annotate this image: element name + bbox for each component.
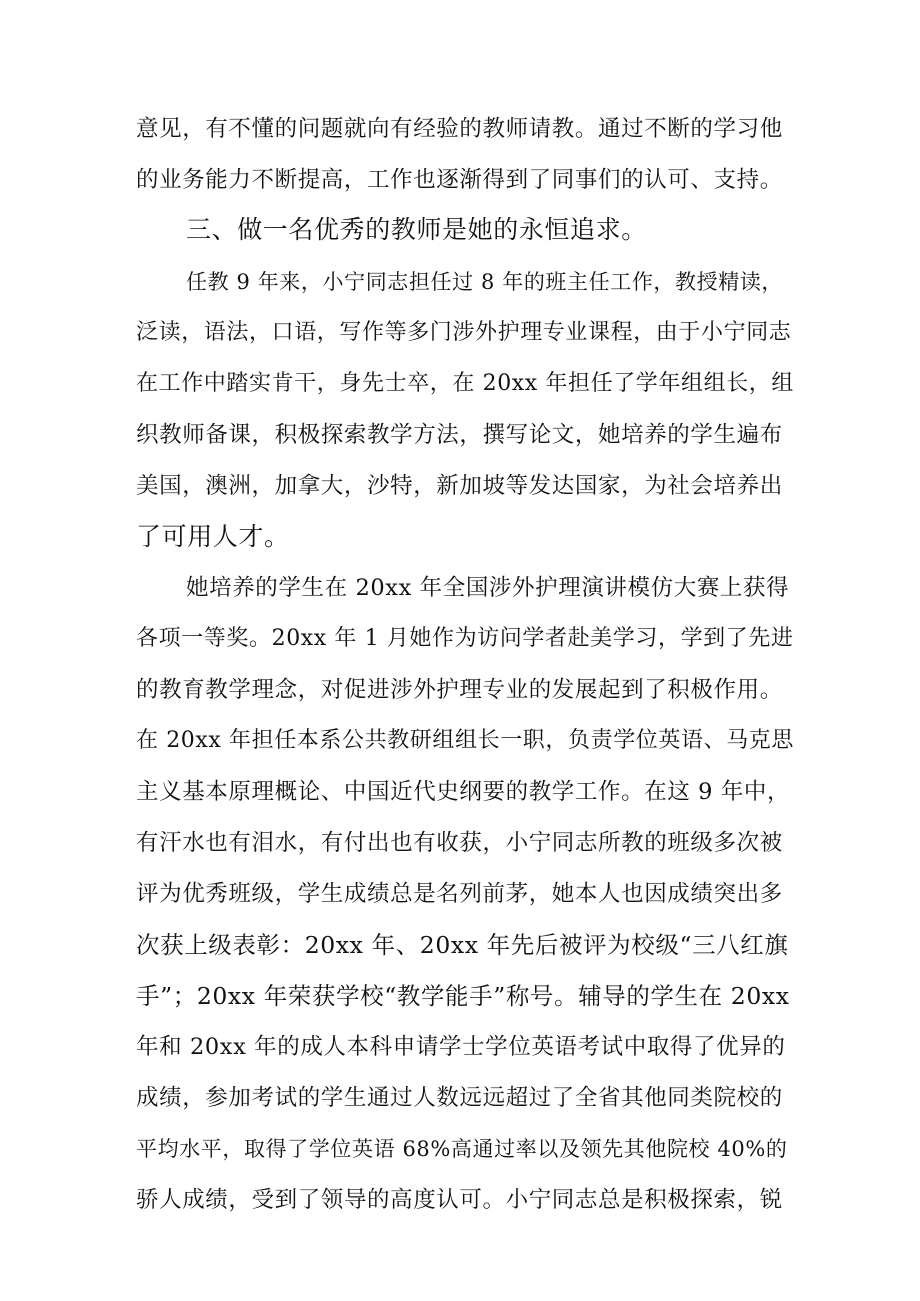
text-line: 的业务能力不断提高，工作也逐渐得到了同事们的认可、支持。 xyxy=(136,167,783,193)
text-line: 的教育教学理念，对促进涉外护理专业的发展起到了积极作用。 xyxy=(136,677,783,703)
text-line: 主义基本原理概论、中国近代史纲要的教学工作。在这 9 年中， xyxy=(136,779,791,805)
text-line: 成绩，参加考试的学生通过人数远远超过了全省其他同类院校的 xyxy=(136,1085,783,1111)
text-line: 了可用人才。 xyxy=(136,522,290,551)
text-line: 有汗水也有泪水，有付出也有收获，小宁同志所教的班级多次被 xyxy=(136,830,783,856)
text-line: 泛读，语法，口语，写作等多门涉外护理专业课程，由于小宁同志 xyxy=(136,320,792,345)
text-line: 任教 9 年来，小宁同志担任过 8 年的班主任工作，教授精读， xyxy=(186,270,784,294)
text-line: 评为优秀班级，学生成绩总是名列前茅，她本人也因成绩突出多 xyxy=(136,881,783,907)
text-line: 年和 20xx 年的成人本科申请学士学位英语考试中取得了优异的 xyxy=(136,1034,786,1060)
section-heading: 三、做一名优秀的教师是她的永恒追求。 xyxy=(186,215,647,244)
text-line: 手”；20xx 年荣获学校“教学能手”称号。辅导的学生在 20xx xyxy=(136,982,790,1010)
text-line: 各项一等奖。20xx 年 1 月她作为访问学者赴美学习，学到了先进 xyxy=(136,626,794,651)
text-line: 次获上级表彰：20xx 年、20xx 年先后被评为校级“三八红旗 xyxy=(136,931,789,959)
text-line: 意见，有不懂的问题就向有经验的教师请教。通过不断的学习他 xyxy=(136,116,783,142)
text-line: 美国，澳洲，加拿大，沙特，新加坡等发达国家，为社会培养出 xyxy=(136,473,783,499)
text-line: 在工作中踏实肯干，身先士卒，在 20xx 年担任了学年组组长，组 xyxy=(136,371,794,396)
text-line: 骄人成绩，受到了领导的高度认可。小宁同志总是积极探索，锐 xyxy=(136,1187,783,1213)
text-line: 织教师备课，积极探索教学方法，撰写论文，她培养的学生遍布 xyxy=(136,422,783,448)
text-line: 在 20xx 年担任本系公共教研组组长一职，负责学位英语、马克思 xyxy=(136,728,794,753)
text-line: 平均水平，取得了学位英语 68%高通过率以及领先其他院校 40%的 xyxy=(136,1137,788,1161)
text-line: 她培养的学生在 20xx 年全国涉外护理演讲模仿大赛上获得 xyxy=(186,575,790,601)
